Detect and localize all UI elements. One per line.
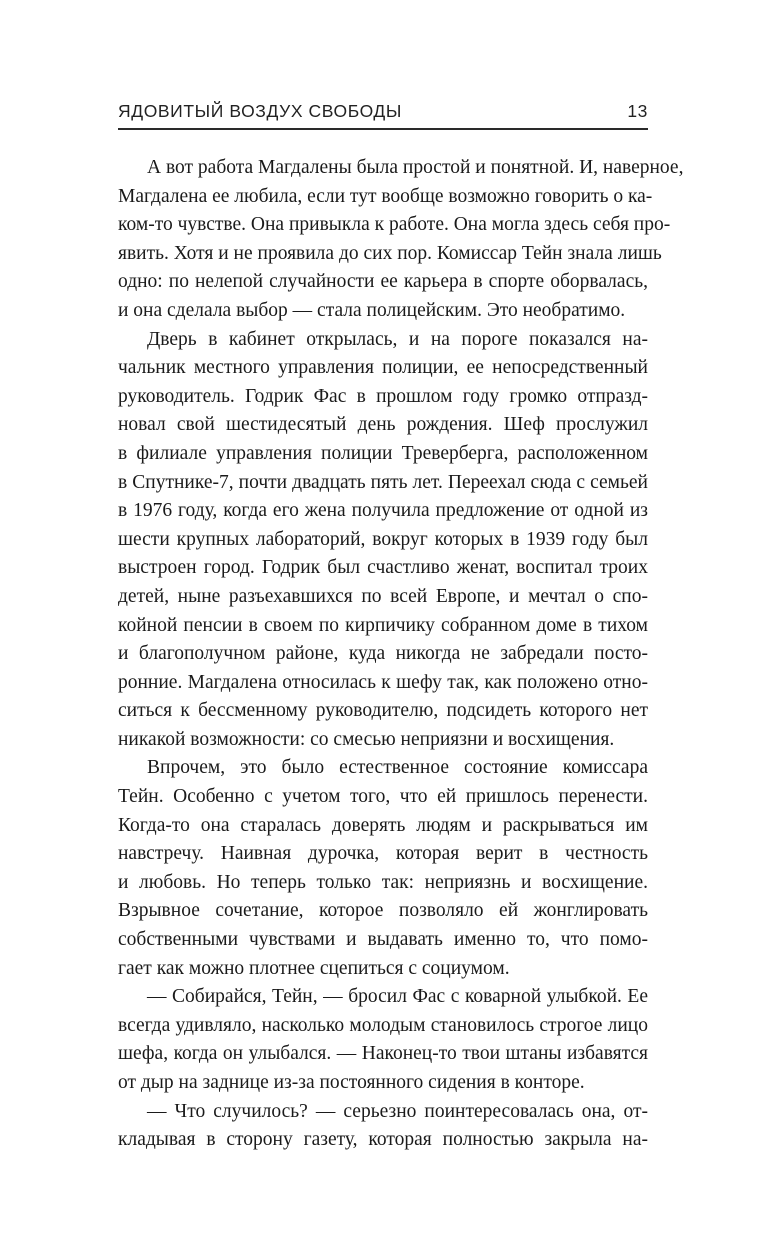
text-line: руководитель. Годрик Фас в прошлом году громко отпразд-: [118, 385, 648, 407]
text-line: — Что случилось? — серьезно поинтересовалась она, от-: [147, 1100, 648, 1122]
text-line: шефа, когда он улыбался. — Наконец-то твои штаны избавятся: [118, 1043, 648, 1065]
paragraph: [118, 1098, 648, 1155]
text-line: чальник местного управления полиции, ее непосредственный: [118, 357, 648, 379]
text-line: в филиале управления полиции Треверберга, расположенном: [118, 442, 648, 464]
text-line: и любовь. Но теперь только так: неприязнь и восхищение.: [118, 871, 648, 893]
text-line: от дыр на заднице из-за постоянного сидения в конторе.: [118, 1072, 585, 1093]
header-rule: [118, 128, 648, 130]
text-line: никакой возможности: со смесью неприязни и восхищения.: [118, 728, 615, 750]
text-line: всегда удивляло, насколько молодым становилось строгое лицо: [118, 1014, 648, 1036]
paragraph: [118, 326, 648, 755]
text-line: в Спутнике-7, почти двадцать пять лет. Переехал сюда с семьей: [118, 471, 648, 493]
text-line: ронние. Магдалена относилась к шефу так, как положено отно-: [118, 671, 648, 693]
paragraph: [118, 983, 648, 1097]
text-line: навстречу. Наивная дурочка, которая верит в честность: [118, 843, 648, 865]
text-line: — Собирайся, Тейн, — бросил Фас с коварной улыбкой. Ее: [147, 986, 648, 1008]
paragraph: [118, 154, 684, 326]
text-line: Когда-то она старалась доверять людям и раскрываться им: [118, 814, 648, 836]
text-line: и она сделала выбор — стала полицейским. Это необратимо.: [118, 299, 626, 321]
text-line: и благополучном районе, куда никогда не забредали посто-: [118, 643, 648, 665]
text-line: детей, ныне разъехавшихся по всей Европе, и мечтал о спо-: [118, 585, 648, 607]
text-line: собственными чувствами и выдавать именно то, что помо-: [118, 929, 648, 951]
body-text: [118, 154, 684, 1155]
text-line: Магдалена ее любила, если тут вообще возможно говорить о ка-: [118, 185, 653, 207]
text-line: Тейн. Особенно с учетом того, что ей пришлось перенести.: [118, 786, 648, 808]
text-line: кладывая в сторону газету, которая полностью закрыла на-: [118, 1129, 648, 1151]
text-line: ситься к бессменному руководителю, подсидеть которого нет: [118, 700, 648, 722]
text-line: гает как можно плотнее сцепиться с социумом.: [118, 957, 510, 979]
text-line: койной пенсии в своем по кирпичику собранном доме в тихом: [118, 614, 648, 636]
text-line: явить. Хотя и не проявила до сих пор. Комиссар Тейн знала лишь: [118, 242, 662, 264]
running-header: [118, 101, 648, 127]
text-line: Взрывное сочетание, которое позволяло ей жонглировать: [118, 900, 648, 922]
text-line: одно: по нелепой случайности ее карьера в спорте оборвалась,: [118, 271, 648, 293]
page-number: 13: [627, 101, 648, 121]
text-line: Впрочем, это было естественное состояние комиссара: [147, 757, 648, 779]
text-line: Дверь в кабинет открылась, и на пороге показался на-: [147, 328, 648, 350]
text-line: выстроен город. Годрик был счастливо женат, воспитал троих: [118, 557, 648, 579]
text-line: А вот работа Магдалены была простой и понятной. И, наверное,: [147, 157, 684, 178]
text-line: шести крупных лабораторий, вокруг которых в 1939 году был: [118, 528, 648, 550]
text-line: ком-то чувстве. Она привыкла к работе. Она могла здесь себя про-: [118, 214, 671, 236]
paragraph: [118, 754, 648, 983]
text-line: новал свой шестидесятый день рождения. Шеф прослужил: [118, 414, 648, 436]
text-line: в 1976 году, когда его жена получила предложение от одной из: [118, 500, 648, 522]
running-header-title: ЯДОВИТЫЙ ВОЗДУХ СВОБОДЫ: [118, 101, 402, 121]
